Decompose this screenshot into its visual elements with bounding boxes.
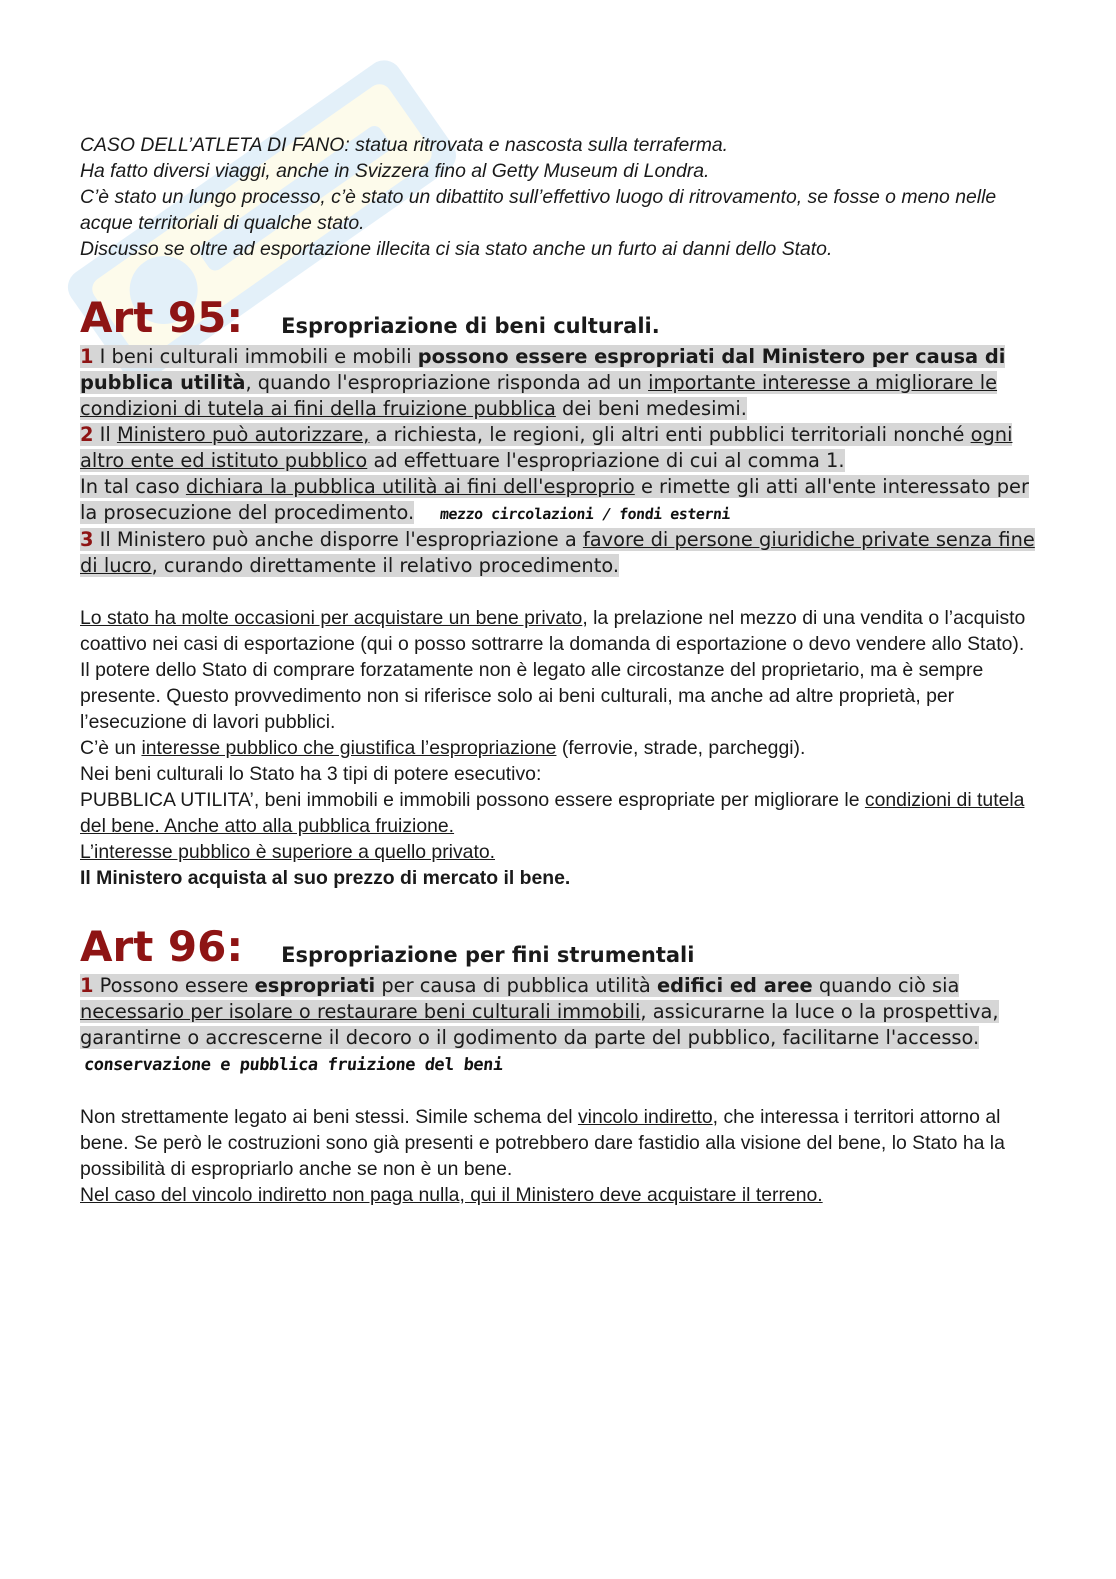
law-text: ad effettuare l'espropriazione di cui al comma 1. bbox=[367, 449, 845, 472]
comment-text: C’è un bbox=[80, 737, 142, 759]
comment-underlined: vincolo indiretto bbox=[577, 1106, 713, 1128]
intro-line: Discusso se oltre ad esportazione illecita ci sia stato anche un furto ai danni dello Stato. bbox=[80, 238, 833, 260]
law-text: , curando direttamente il relativo procedimento. bbox=[151, 554, 620, 577]
art95-comma-2 bbox=[80, 422, 1040, 474]
art95-title: Espropriazione di beni culturali. bbox=[281, 314, 660, 338]
art96-comma-1 bbox=[80, 973, 1040, 1078]
art96-title: Espropriazione per fini strumentali bbox=[281, 943, 695, 967]
law-text-bold: edifici ed aree bbox=[656, 974, 813, 997]
art95-heading bbox=[80, 292, 1040, 344]
law-text: a richiesta, le regioni, gli altri enti pubblici territoriali nonché bbox=[369, 423, 971, 446]
intro-line: Ha fatto diversi viaggi, anche in Svizzera fino al Getty Museum di Londra. bbox=[80, 160, 710, 182]
comma-number: 2 bbox=[80, 423, 94, 446]
law-text: In tal caso bbox=[80, 475, 186, 498]
law-text-bold: espropriati bbox=[254, 974, 376, 997]
law-text: , assicurarne la luce o la prospettiva, garantirne o accrescerne il decoro o il godimento da parte del pubblico, facilitarne l'accesso. bbox=[80, 1000, 999, 1049]
law-text-underlined: importante interesse a migliorare le condizioni di tutela ai fini della fruizione pubblica bbox=[80, 371, 998, 420]
comment-text: Non strettamente legato ai beni stessi. Simile schema del bbox=[80, 1106, 578, 1128]
comment-underlined: condizioni di tutela del bene. Anche atto alla pubblica fruizione. bbox=[80, 789, 1025, 837]
law-text: Il bbox=[93, 423, 117, 446]
comment-paragraph-bold: Il Ministero acquista al suo prezzo di mercato il bene. bbox=[80, 867, 571, 889]
law-text: quando ciò sia bbox=[812, 974, 960, 997]
art96-commentary bbox=[80, 1104, 1040, 1208]
art95-comma-2-cont bbox=[80, 474, 1040, 527]
comment-paragraph: Il potere dello Stato di comprare forzatamente non è legato alle circostanze del proprietario, ma è sempre presente. Questo provvedimento non si riferisce solo ai beni culturali, ma anche ad altre proprietà, per l’esecuzione di lavori pubblici. bbox=[80, 659, 984, 733]
law-text: I beni culturali immobili e mobili bbox=[93, 345, 418, 368]
comment-text: , che interessa i territori attorno al bene. Se però le costruzioni sono già presenti e potrebbero dare fastidio alla visione del bene, lo Stato ha la possibilità di espropriarlo anche se non è un bene. bbox=[80, 1106, 1005, 1180]
comma-number: 1 bbox=[80, 974, 94, 997]
law-text: e rimette gli atti all'ente interessato per la prosecuzione del procedimento. bbox=[80, 475, 1029, 524]
comment-paragraph: Nei beni culturali lo Stato ha 3 tipi di potere esecutivo: bbox=[80, 763, 542, 785]
law-text: per causa di pubblica utilità bbox=[375, 974, 657, 997]
comma-number: 3 bbox=[80, 528, 94, 551]
comment-paragraph bbox=[80, 1104, 1040, 1182]
art95-commentary bbox=[80, 605, 1040, 891]
document-page bbox=[80, 132, 1040, 1208]
comma-number: 1 bbox=[80, 345, 94, 368]
law-text-underlined: Ministero può autorizzare, bbox=[116, 423, 370, 446]
comment-paragraph: Nel caso del vincolo indiretto non paga nulla, qui il Ministero deve acquistare il terreno. bbox=[80, 1184, 823, 1206]
comment-paragraph: L’interesse pubblico è superiore a quello privato. bbox=[80, 841, 496, 863]
law-text-underlined: ogni altro ente ed istituto pubblico bbox=[80, 423, 1013, 472]
intro-line: CASO DELL’ATLETA DI FANO: statua ritrovata e nascosta sulla terraferma. bbox=[80, 134, 729, 156]
law-text-underlined: dichiara la pubblica utilità ai fini dell'esproprio bbox=[185, 475, 635, 498]
intro-notes bbox=[80, 132, 1040, 262]
comment-paragraph bbox=[80, 787, 1040, 839]
handwritten-note: conservazione e pubblica fruizione del beni bbox=[82, 1055, 504, 1075]
art96-number: Art 96: bbox=[80, 922, 244, 971]
comment-underlined: Lo stato ha molte occasioni per acquistare un bene privato bbox=[80, 607, 583, 629]
intro-line: C’è stato un lungo processo, c’è stato un dibattito sull’effettivo luogo di ritrovamento, se fosse o meno nelle acque territoriali di qualche stato. bbox=[80, 186, 997, 234]
comment-underlined: interesse pubblico che giustifica l’espropriazione bbox=[141, 737, 557, 759]
comment-text: PUBBLICA UTILITA’, beni immobili e immobili possono essere espropriate per migliorare le bbox=[80, 789, 865, 811]
law-text-underlined: necessario per isolare o restaurare beni culturali immobili bbox=[80, 1000, 641, 1023]
comment-paragraph bbox=[80, 605, 1040, 657]
law-text: dei beni medesimi. bbox=[555, 397, 747, 420]
law-text-bold: possono essere espropriati dal Ministero per causa di pubblica utilità bbox=[80, 345, 1006, 394]
art96-heading bbox=[80, 921, 1040, 973]
comment-text: , la prelazione nel mezzo di una vendita o l’acquisto coattivo nei casi di esportazione (qui o posso sottrarre la domanda di esportazione o devo vendere allo Stato). bbox=[80, 607, 1026, 655]
art95-comma-1 bbox=[80, 344, 1040, 422]
law-text: , quando l'espropriazione risponda ad un bbox=[245, 371, 649, 394]
law-text: Il Ministero può anche disporre l'espropriazione a bbox=[93, 528, 583, 551]
law-text: Possono essere bbox=[93, 974, 255, 997]
art95-number: Art 95: bbox=[80, 293, 244, 342]
comment-text: (ferrovie, strade, parcheggi). bbox=[556, 737, 806, 759]
handwritten-note: mezzo circolazioni / fondi esterni bbox=[439, 505, 732, 523]
law-text-underlined: favore di persone giuridiche private senza fine di lucro bbox=[80, 528, 1035, 577]
comment-paragraph bbox=[80, 735, 1040, 761]
art95-comma-3 bbox=[80, 527, 1040, 579]
